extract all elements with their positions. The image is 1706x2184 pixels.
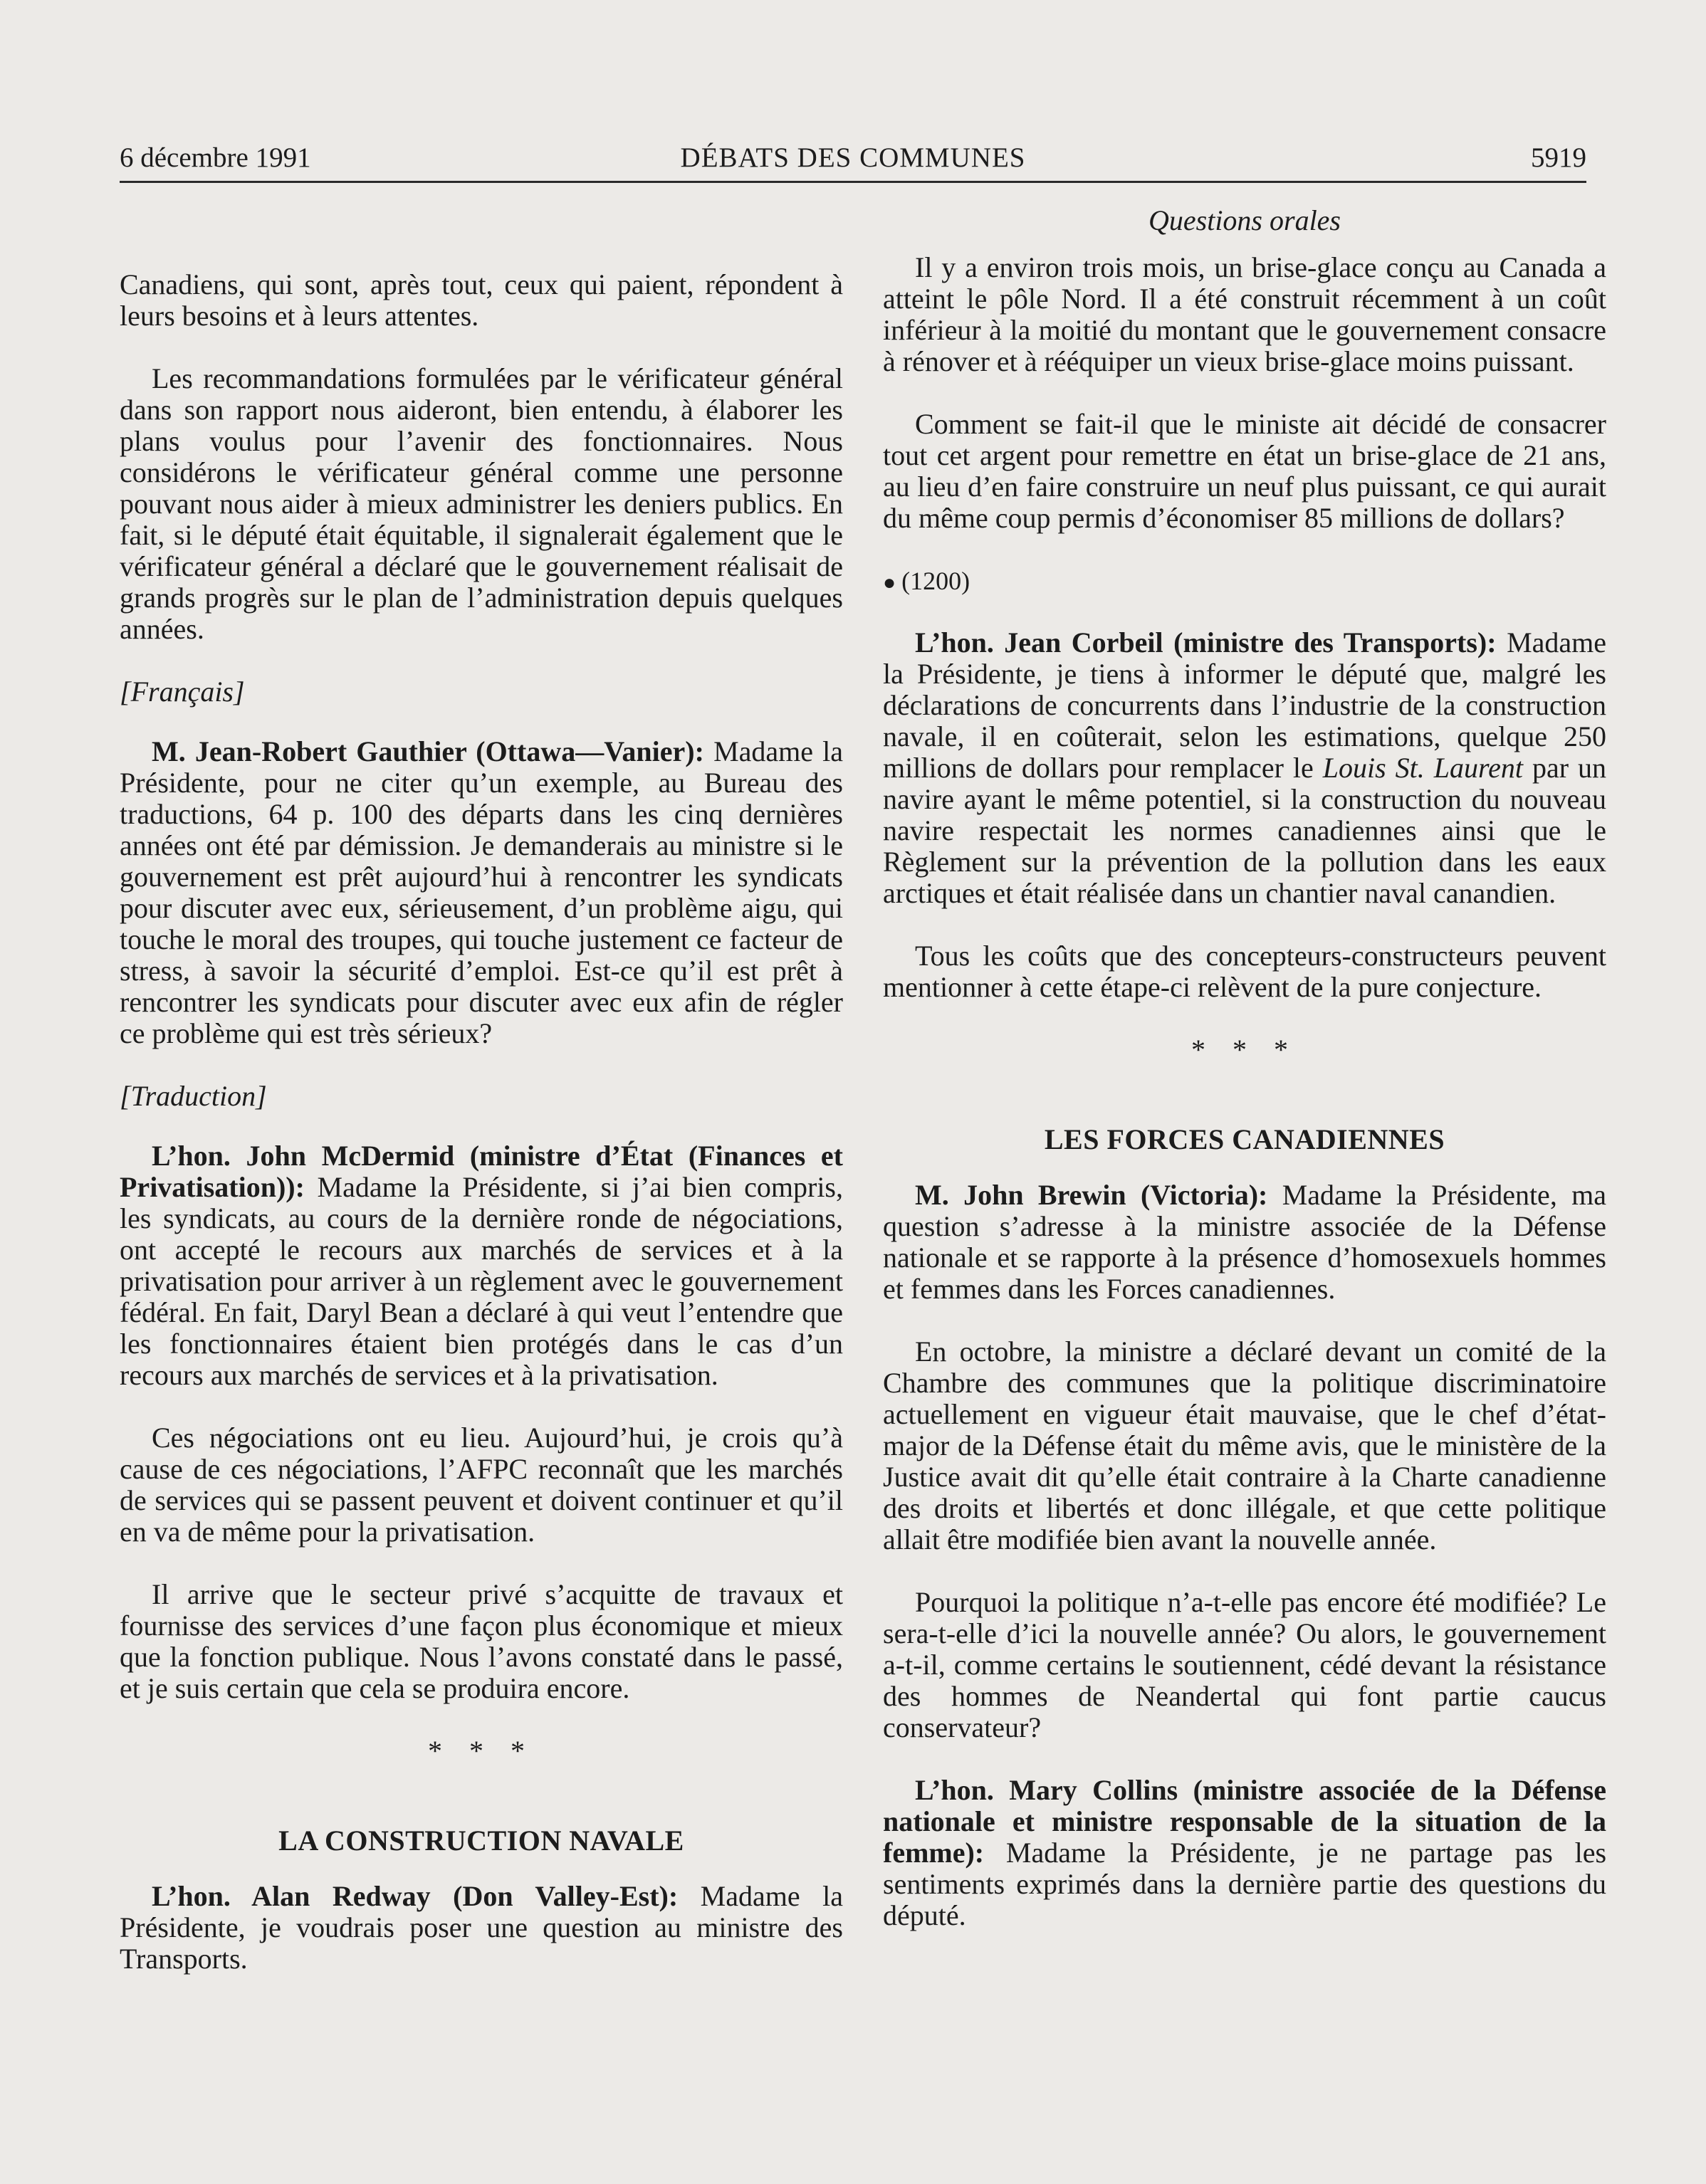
paragraph: Il y a environ trois mois, un brise-glace conçu au Canada a atteint le pôle Nord. Il a été construit récemment à un coût inférieur à la moitié du montant que le gouvernement consacre à rénover et à rééquiper un vieux brise-glace moins puissant. xyxy=(883,251,1606,377)
ship-name: Louis St. Laurent xyxy=(1322,752,1523,784)
bullet-icon: ● xyxy=(883,571,896,594)
section-heading: LES FORCES CANADIENNES xyxy=(1044,1123,1445,1155)
speech xyxy=(120,1881,843,1975)
speech-text: Madame la Présidente, si j’ai bien compris, les syndicats, au cours de la dernière ronde de négociations, ont accepté le recours aux marchés de services et à la privatisation pour arriver à un règlement avec le gouvernement fédéral. En fait, Daryl Bean a déclaré à qui veut l’entendre que les fonctionnaires étaient bien protégés dans le cas d’un recours aux marchés de services et à la privatisation. xyxy=(120,1171,843,1391)
speech-text: Madame la Présidente, je voudrais poser une question au ministre des Transports. xyxy=(120,1880,843,1975)
page-header xyxy=(120,135,1586,183)
paragraph: Comment se fait-il que le ministe ait décidé de consacrer tout cet argent pour remettre en état un brise-glace de 21 ans, au lieu d’en faire construire un neuf plus puissant, ce qui aurait du même coup permis d’économiser 85 millions de dollars? xyxy=(883,408,1606,534)
speech-text: Madame la Présidente, je tiens à informer le député que, malgré les déclarations de concurrents dans l’industrie de la construction navale, il en coûterait, selon les estimations, quelque 250 millions de dollars pour remplacer le xyxy=(883,626,1607,784)
speaker-name: L’hon. Jean Corbeil (ministre des Transports): xyxy=(915,626,1497,658)
running-head: Questions orales xyxy=(1148,204,1341,236)
paragraph: Tous les coûts que des concepteurs-constructeurs peuvent mentionner à cette étape-ci relèvent de la pure conjecture. xyxy=(883,940,1606,1003)
left-column xyxy=(120,269,843,2006)
speaker-name: M. John Brewin (Victoria): xyxy=(915,1179,1268,1211)
header-date: 6 décembre 1991 xyxy=(120,142,311,173)
paragraph: Pourquoi la politique n’a-t-elle pas encore été modifiée? Le sera-t-elle d’ici la nouvelle année? Ou alors, le gouvernement a-t-il, comme certains le soutiennent, cédé devant la résistance des hommes de Neandertal qui font partie caucus conservateur? xyxy=(883,1586,1606,1743)
language-tag: [Traduction] xyxy=(120,1080,267,1112)
speech xyxy=(883,1775,1606,1931)
speech-text: Madame la Présidente, je ne partage pas les sentiments exprimés dans la dernière partie des questions du député. xyxy=(883,1837,1607,1931)
paragraph: Canadiens, qui sont, après tout, ceux qui paient, répondent à leurs besoins et à leurs attentes. xyxy=(120,268,843,332)
speaker-name: M. Jean-Robert Gauthier (Ottawa—Vanier): xyxy=(152,735,704,767)
speech-text: par un navire ayant le même potentiel, si la construction du nouveau navire respectait les normes canadiennes ainsi que le Règlement sur la prévention de la pollution dans les eaux arctiques et était réalisée dans un chantier naval canandien. xyxy=(883,752,1607,909)
speech-text: Madame la Présidente, pour ne citer qu’un exemple, au Bureau des traductions, 64 p. 100 des départs dans les cinq dernières années ont été par démission. Je demanderais au ministre si le gouvernement est prêt aujourd’hui à rencontrer les syndicats pour discuter avec eux, sérieusement, d’un problème aigu, qui touche le moral des troupes, qui touche justement ce facteur de stress, à savoir la sécurité d’emploi. Est-ce qu’il est prêt à rencontrer les syndicats pour discuter avec eux afin de régler ce problème qui est très sérieux? xyxy=(120,735,844,1049)
speech xyxy=(883,1180,1606,1305)
speech xyxy=(120,1140,843,1391)
speech-text: Madame la Présidente, ma question s’adresse à la ministre associée de la Défense nationale et se rapporte à la présence d’homosexuels hommes et femmes dans les Forces canadiennes. xyxy=(883,1179,1607,1305)
speech xyxy=(883,627,1606,909)
speaker-name: L’hon. John McDermid (ministre d’État (Finances et Privatisation)): xyxy=(120,1140,843,1203)
speaker-name: L’hon. Mary Collins (ministre associée de la Défense nationale et ministre responsable de la situation de la femme): xyxy=(883,1774,1606,1869)
paragraph: Ces négociations ont eu lieu. Aujourd’hui, je crois qu’à cause de ces négociations, l’AFPC reconnaît que les marchés de services qui se passent peuvent et doivent continuer et qu’il en va de même pour la privatisation. xyxy=(120,1422,843,1548)
language-tag: [Français] xyxy=(120,676,245,708)
right-column xyxy=(883,205,1606,1963)
header-title: DÉBATS DES COMMUNES xyxy=(680,142,1026,173)
speech xyxy=(120,736,843,1049)
paragraph: En octobre, la ministre a déclaré devant un comité de la Chambre des communes que la politique discriminatoire actuellement en vigueur était mauvaise, que le chef d’état-major de la Défense était du même avis, que le ministère de la Justice avait dit qu’elle était contraire à la Charte canadienne des droits et libertés et donc illégale, et que cette politique allait être modifiée bien avant la nouvelle année. xyxy=(883,1335,1606,1555)
page-number: 5919 xyxy=(1531,142,1586,173)
speaker-name: L’hon. Alan Redway (Don Valley-Est): xyxy=(152,1880,679,1912)
time-text: (1200) xyxy=(901,567,970,595)
paragraph: Il arrive que le secteur privé s’acquitte de travaux et fournisse des services d’une façon plus économique et mieux que la fonction publique. Nous l’avons constaté dans le passé, et je suis certain que cela se produira encore. xyxy=(120,1578,843,1704)
paragraph: Les recommandations formulées par le vérificateur général dans son rapport nous aideront, bien entendu, à élaborer les plans voulus pour l’avenir des fonctionnaires. Nous considérons le vérificateur général comme une personne pouvant nous aider à mieux administrer les deniers publics. En fait, si le député était équitable, il signalerait également que le vérificateur général a déclaré que le gouvernement réalisait de grands progrès sur le plan de l’administration depuis quelques années. xyxy=(120,362,843,645)
time-marker xyxy=(883,565,1606,599)
section-separator: * * * xyxy=(428,1735,535,1767)
section-separator: * * * xyxy=(1191,1034,1298,1066)
section-heading: LA CONSTRUCTION NAVALE xyxy=(278,1825,684,1857)
